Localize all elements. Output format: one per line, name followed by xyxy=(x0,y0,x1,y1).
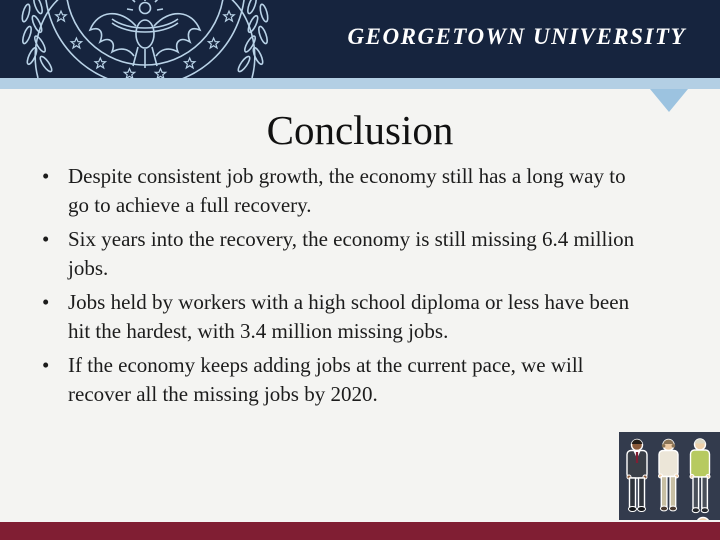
bullet-item-1 xyxy=(42,162,670,220)
bullet-marker: • xyxy=(42,352,50,377)
bullet-marker: • xyxy=(42,226,50,251)
bullet-marker: • xyxy=(42,289,50,314)
footer-band xyxy=(0,522,720,540)
bullet-item-2 xyxy=(42,225,670,283)
header-bar xyxy=(0,0,720,78)
university-name: GEORGETOWN UNIVERSITY xyxy=(347,24,686,49)
bullet-text: Six years into the recovery, the economy is still missing 6.4 million jobs. xyxy=(68,226,635,280)
bullet-list xyxy=(42,162,670,414)
bullet-text: Jobs held by workers with a high school diploma or less have been hit the hardest, with 3.4 million missing jobs. xyxy=(68,289,630,343)
bullet-text: If the economy keeps adding jobs at the current pace, we will recover all the missing jobs by 2020. xyxy=(68,352,584,406)
workers-clipart-image xyxy=(619,432,720,520)
header-accent-band xyxy=(0,78,720,89)
bullet-item-4 xyxy=(42,351,670,409)
bullet-text: Despite consistent job growth, the economy still has a long way to go to achieve a full recovery. xyxy=(68,164,626,217)
bullet-marker: • xyxy=(42,164,50,188)
georgetown-seal-icon xyxy=(0,0,290,78)
slide-title: Conclusion xyxy=(266,107,454,153)
bullet-item-3 xyxy=(42,288,670,346)
